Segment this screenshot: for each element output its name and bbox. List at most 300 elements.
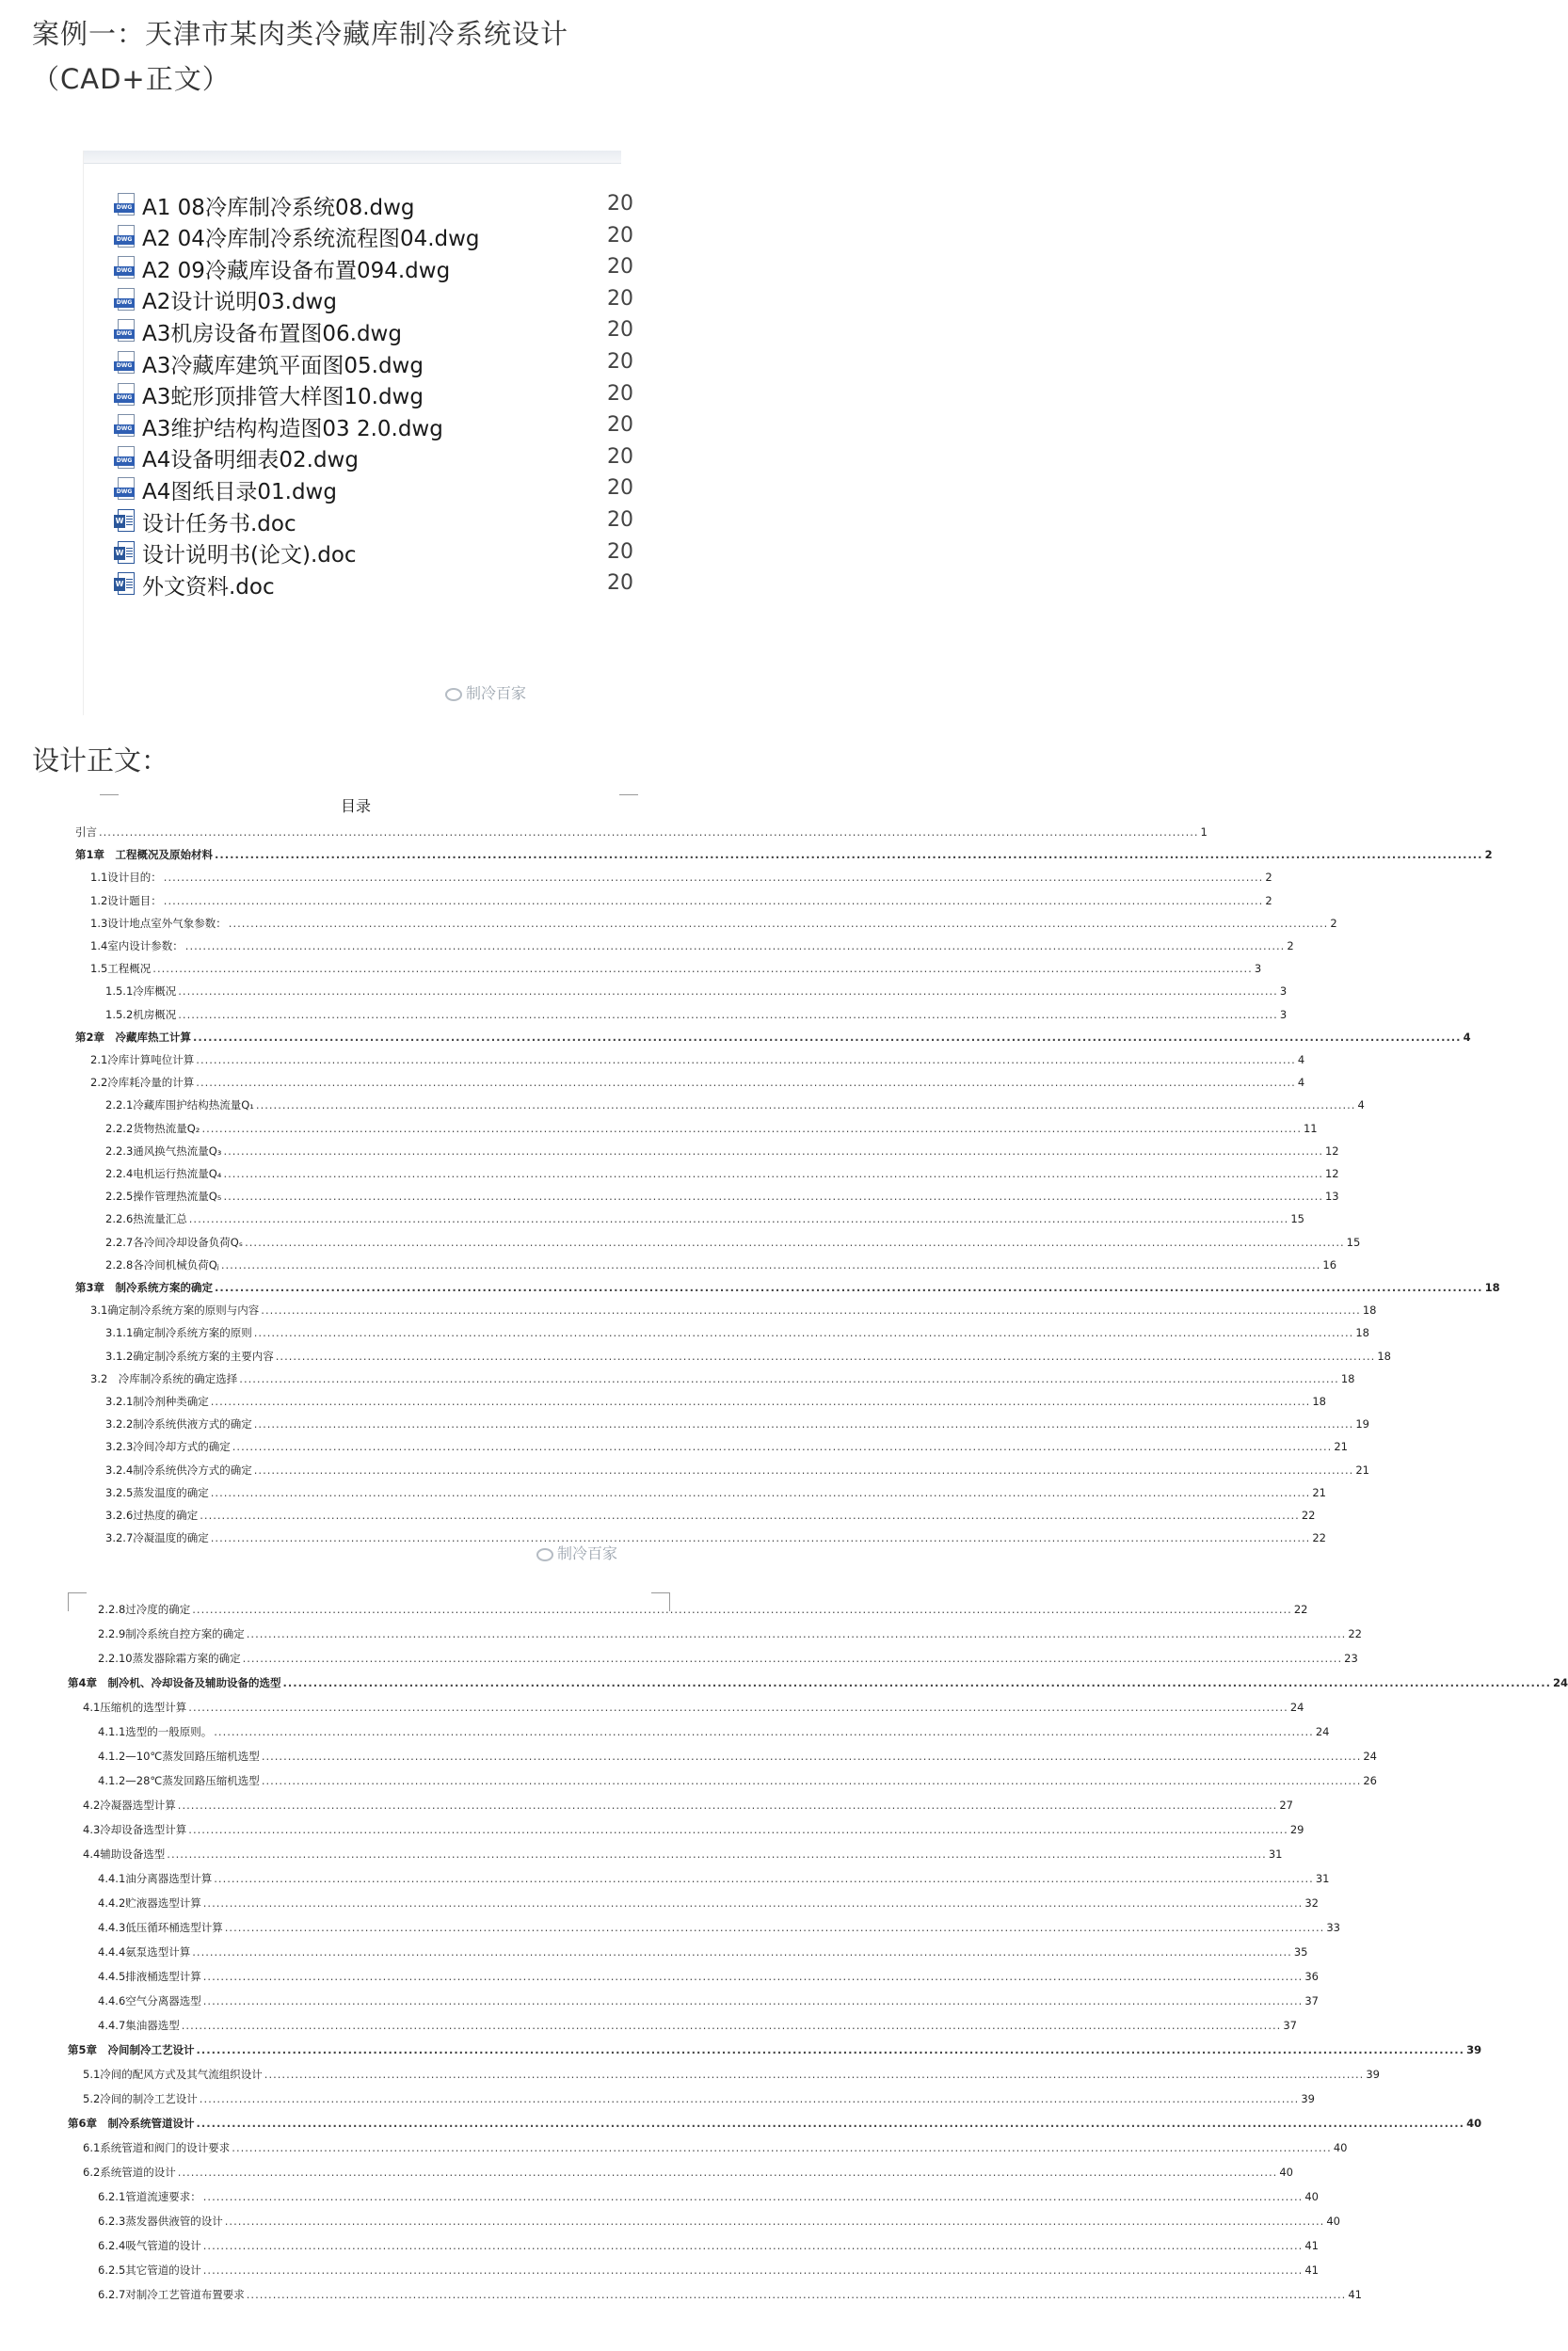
toc-page-number: 40: [1466, 2117, 1482, 2130]
toc-page-1: [68, 787, 1500, 1572]
toc-page-number: 18: [1362, 1303, 1377, 1318]
toc-page-number: 40: [1304, 2190, 1319, 2203]
toc-entry-title: 6.2.7对制冷工艺管道布置要求: [98, 2288, 245, 2301]
toc-entry-title: 2.2.7各冷间冷却设备负荷Qₛ: [105, 1235, 244, 1249]
toc-page-number: 15: [1290, 1212, 1304, 1226]
toc-entry-title: 3.2.4制冷系统供冷方式的确定: [105, 1463, 252, 1477]
dwg-file-icon: DWG: [114, 288, 136, 312]
toc-entry[interactable]: [98, 1749, 1377, 1771]
toc-entry-title: 第1章 工程概况及原始材料: [75, 848, 214, 862]
toc-entry-title: 1.5.2机房概况: [105, 1007, 177, 1021]
toc-leader-dots: [211, 1531, 1311, 1544]
toc-page-number: 3: [1279, 984, 1288, 999]
file-name: 设计说明书(论文).doc: [142, 543, 357, 568]
toc-leader-dots: [178, 1008, 1278, 1021]
file-list-item[interactable]: [114, 283, 633, 317]
toc-entry[interactable]: [98, 1920, 1340, 1943]
file-date: 20: [607, 381, 633, 406]
toc-entry-title: 第4章 制冷机、冷却设备及辅助设备的选型: [68, 1676, 281, 1689]
toc-entry[interactable]: [90, 938, 1294, 961]
toc-page-number: 22: [1312, 1531, 1326, 1545]
toc-entry[interactable]: [98, 1871, 1330, 1894]
toc-leader-dots: [245, 1236, 1345, 1249]
toc-entry-title: 2.2.2货物热流量Q₂: [105, 1121, 200, 1135]
file-list-item[interactable]: [114, 188, 633, 222]
toc-entry[interactable]: [90, 961, 1262, 984]
file-list-item[interactable]: [114, 220, 633, 254]
file-date: 20: [607, 444, 633, 469]
explorer-header: [84, 151, 621, 164]
toc-leader-dots: [178, 2166, 1278, 2179]
toc-entry-title: 3.1确定制冷系统方案的原则与内容: [90, 1303, 260, 1318]
toc-entry[interactable]: [105, 1349, 1391, 1371]
dwg-file-icon: DWG: [114, 351, 136, 376]
file-date: 20: [607, 286, 633, 311]
toc-leader-dots: [192, 1603, 1292, 1616]
dwg-file-icon: DWG: [114, 319, 136, 344]
watermark-icon: [536, 1548, 553, 1561]
toc-entry[interactable]: [90, 1371, 1355, 1394]
toc-entry-title: 1.5.1冷库概况: [105, 984, 177, 999]
toc-entry[interactable]: [105, 1189, 1339, 1211]
toc-entry-title: 第3章 制冷系统方案的确定: [75, 1281, 214, 1294]
toc-page-number: 19: [1355, 1417, 1369, 1431]
toc-entry-title: 6.2系统管道的设计: [83, 2166, 176, 2179]
dwg-file-icon: DWG: [114, 477, 136, 502]
file-date: 20: [607, 476, 633, 501]
file-date: 20: [607, 223, 633, 248]
watermark-icon: [445, 688, 462, 701]
toc-entry[interactable]: [83, 2165, 1293, 2187]
toc-leader-dots: [229, 917, 1329, 930]
file-list-item[interactable]: [114, 346, 633, 380]
toc-entry[interactable]: [105, 1121, 1318, 1144]
toc-leader-dots: [211, 1486, 1311, 1499]
toc-leader-dots: [223, 1190, 1323, 1203]
toc-entry[interactable]: [75, 824, 1208, 847]
toc-entry-title: 4.4.2贮液器选型计算: [98, 1896, 201, 1910]
toc-entry-title: 4.4.4氨泵选型计算: [98, 1945, 191, 1959]
toc-page-number: 13: [1324, 1190, 1339, 1204]
toc-entry[interactable]: [83, 1822, 1304, 1845]
toc-page-number: 22: [1293, 1603, 1308, 1616]
toc-entry-title: 2.2.10蒸发器除霜方案的确定: [98, 1652, 241, 1665]
toc-entry[interactable]: [83, 1798, 1293, 1820]
toc-page-number: 41: [1304, 2263, 1319, 2277]
toc-entry-title: 2.2.3通风换气热流量Q₃: [105, 1144, 222, 1158]
toc-leader-dots: [196, 1076, 1296, 1089]
toc-entry[interactable]: [68, 2042, 1482, 2065]
toc-page-number: 22: [1348, 1627, 1362, 1640]
toc-page-number: 39: [1366, 2068, 1380, 2081]
toc-page-number: 24: [1289, 1701, 1304, 1714]
toc-entry[interactable]: [105, 984, 1288, 1006]
toc-leader-dots: [185, 939, 1286, 952]
toc-entry[interactable]: [90, 1052, 1305, 1075]
toc-page-number: 21: [1334, 1440, 1348, 1454]
toc-entry[interactable]: [68, 2116, 1482, 2138]
file-list-item[interactable]: [114, 441, 633, 475]
toc-entry[interactable]: [98, 2189, 1319, 2212]
toc-entry[interactable]: [105, 1508, 1316, 1530]
toc-leader-dots: [200, 1509, 1300, 1522]
toc-entry-title: 3.1.1确定制冷系统方案的原则: [105, 1326, 252, 1340]
toc-leader-dots: [223, 1167, 1323, 1180]
toc-entry[interactable]: [83, 2067, 1380, 2089]
toc-entry-title: 6.2.1管道流速要求：: [98, 2190, 201, 2203]
toc-entry-title: 1.4室内设计参数：: [90, 939, 184, 952]
toc-page-number: 41: [1304, 2239, 1319, 2252]
toc-page-number: 2: [1287, 939, 1294, 952]
toc-page-number: 24: [1553, 1676, 1568, 1689]
toc-entry-title: 4.4.5排液桶选型计算: [98, 1970, 201, 1983]
dwg-file-icon: DWG: [114, 446, 136, 471]
toc-entry[interactable]: [98, 1993, 1319, 2016]
file-name: A2 09冷藏库设备布置094.dwg: [142, 258, 451, 283]
toc-entry[interactable]: [98, 2238, 1319, 2261]
toc-entry[interactable]: [98, 1773, 1377, 1796]
file-name: A3机房设备布置图06.dwg: [142, 321, 402, 346]
toc-page-number: 4: [1297, 1053, 1305, 1066]
file-date: 20: [607, 508, 633, 532]
toc-entry-title: 5.1冷间的配风方式及其气流组织设计: [83, 2068, 263, 2081]
file-list-item[interactable]: [114, 314, 633, 348]
toc-leader-dots: [254, 1463, 1354, 1477]
toc-entry[interactable]: [98, 1944, 1308, 1967]
toc-leader-dots: [262, 1750, 1362, 1763]
toc-entry-title: 2.2.5操作管理热流量Q₅: [105, 1190, 222, 1204]
toc-leader-dots: [283, 1676, 1552, 1689]
toc-entry-title: 1.5工程概况: [90, 962, 152, 976]
toc-leader-dots: [201, 1122, 1302, 1135]
toc-leader-dots: [203, 1994, 1304, 2007]
toc-page-number: 24: [1363, 1750, 1377, 1763]
toc-entry-title: 4.4.1油分离器选型计算: [98, 1872, 213, 1885]
toc-entry-title: 2.2.8各冷间机械负荷Qⱼ: [105, 1257, 219, 1271]
toc-leader-dots: [99, 825, 1199, 839]
body-section-label: 设计正文：: [32, 744, 169, 776]
toc-page-number: 24: [1315, 1725, 1330, 1738]
toc-page-number: 12: [1324, 1144, 1339, 1158]
dwg-file-icon: DWG: [114, 256, 136, 280]
dwg-file-icon: DWG: [114, 193, 136, 217]
toc-leader-dots: [254, 1417, 1354, 1431]
watermark-toc: 制冷百家: [536, 1542, 617, 1563]
toc-leader-dots: [203, 2239, 1304, 2252]
toc-leader-dots: [203, 1970, 1304, 1983]
toc-entry-title: 第2章 冷藏库热工计算: [75, 1030, 192, 1044]
toc-entry[interactable]: [105, 1325, 1369, 1348]
dwg-file-icon: DWG: [114, 383, 136, 408]
file-date: 20: [607, 539, 633, 564]
file-list-item[interactable]: [114, 536, 633, 570]
toc-entry-title: 5.2冷间的制冷工艺设计: [83, 2092, 198, 2105]
word-doc-icon: W: [114, 509, 136, 534]
file-name: 设计任务书.doc: [142, 511, 296, 536]
file-date: 20: [607, 318, 633, 343]
toc-leader-dots: [254, 1326, 1354, 1339]
toc-entry-title: 4.1.2—28℃蒸发回路压缩机选型: [98, 1774, 260, 1787]
file-date: 20: [607, 571, 633, 596]
toc-entry[interactable]: [98, 1602, 1308, 1624]
toc-leader-dots: [215, 1281, 1483, 1294]
toc-page-number: 21: [1312, 1485, 1326, 1499]
toc-page-number: 26: [1363, 1774, 1377, 1787]
toc-leader-dots: [247, 1627, 1347, 1640]
dwg-file-icon: DWG: [114, 414, 136, 439]
toc-leader-dots: [247, 2288, 1347, 2301]
file-name: A1 08冷库制冷系统08.dwg: [142, 195, 415, 220]
toc-page-number: 40: [1279, 2166, 1293, 2179]
toc-leader-dots: [262, 1774, 1362, 1787]
toc-page-number: 4: [1463, 1030, 1471, 1044]
toc-page-number: 2: [1484, 848, 1493, 862]
toc-entry-title: 4.1.1选型的一般原则。: [98, 1725, 213, 1738]
toc-entry[interactable]: [105, 1211, 1304, 1234]
toc-entry-title: 2.2.1冷藏库围护结构热流量Q₁: [105, 1098, 254, 1112]
file-name: 外文资料.doc: [142, 574, 275, 600]
toc-leader-dots: [164, 894, 1264, 907]
toc-page-number: 18: [1312, 1395, 1326, 1408]
toc-page-number: 37: [1304, 1994, 1319, 2007]
toc-entry[interactable]: [98, 1626, 1362, 1649]
file-list-item[interactable]: [114, 378, 633, 412]
toc-entry[interactable]: [98, 1969, 1319, 1991]
toc-entry[interactable]: [90, 916, 1337, 938]
toc-page-number: 23: [1344, 1652, 1358, 1665]
toc-leader-dots: [178, 1799, 1278, 1812]
toc-entry-title: 4.4辅助设备选型: [83, 1847, 166, 1861]
toc-entry[interactable]: [98, 2287, 1362, 2310]
toc-entry[interactable]: [105, 1007, 1288, 1030]
toc-leader-dots: [167, 1847, 1267, 1861]
toc-entry-title: 3.2 冷库制冷系统的确定选择: [90, 1371, 238, 1385]
watermark-explorer: 制冷百家: [445, 681, 526, 703]
toc-entry-title: 引言: [75, 825, 97, 839]
toc-page-number: 12: [1324, 1167, 1339, 1180]
toc-entry-title: 4.2冷凝器选型计算: [83, 1799, 176, 1812]
toc-entry[interactable]: [75, 1030, 1471, 1052]
toc-entry[interactable]: [98, 2214, 1340, 2236]
toc-leader-dots: [178, 984, 1278, 998]
toc-leader-dots: [203, 2263, 1304, 2277]
toc-page-number: 36: [1304, 1970, 1319, 1983]
toc-entry-title: 4.4.3低压循环桶选型计算: [98, 1921, 223, 1934]
toc-page-number: 35: [1293, 1945, 1308, 1959]
toc-leader-dots: [223, 1144, 1323, 1158]
word-doc-icon: W: [114, 572, 136, 597]
toc-entry[interactable]: [83, 2091, 1315, 2114]
toc-page-2: [68, 1585, 1568, 2347]
toc-entry-title: 2.2.9制冷系统自控方案的确定: [98, 1627, 245, 1640]
toc-leader-dots: [193, 1031, 1462, 1044]
toc-entry-title: 2.1冷库计算吨位计算: [90, 1053, 195, 1066]
toc-entry[interactable]: [105, 1257, 1337, 1280]
file-name: A3冷藏库建筑平面图05.dwg: [142, 353, 424, 378]
toc-entry-title: 3.2.6过热度的确定: [105, 1509, 199, 1522]
toc-entry[interactable]: [105, 1394, 1326, 1416]
toc-entry-title: 6.2.5其它管道的设计: [98, 2263, 201, 2277]
toc-entry-title: 3.2.1制冷剂种类确定: [105, 1395, 209, 1408]
toc-leader-dots: [164, 871, 1264, 884]
file-date: 20: [607, 350, 633, 374]
toc-entry-title: 3.2.2制冷系统供液方式的确定: [105, 1417, 252, 1431]
toc-leader-dots: [256, 1098, 1356, 1112]
toc-entry-title: 4.4.7集油器选型: [98, 2019, 180, 2032]
toc-page-number: 2: [1265, 871, 1272, 885]
toc-page-number: 39: [1466, 2043, 1482, 2056]
toc-leader-dots: [221, 1258, 1321, 1271]
toc-page-number: 21: [1355, 1463, 1369, 1477]
toc-page-number: 18: [1377, 1349, 1391, 1363]
toc-entry-title: 4.3冷却设备选型计算: [83, 1823, 187, 1836]
toc-entry[interactable]: [90, 1075, 1305, 1097]
toc-entry-title: 3.2.3冷间冷却方式的确定: [105, 1440, 231, 1454]
toc-leader-dots: [215, 848, 1483, 861]
toc-leader-dots: [261, 1303, 1361, 1317]
toc-entry-title: 6.1系统管道和阀门的设计要求: [83, 2141, 231, 2154]
file-list-item[interactable]: [114, 409, 633, 443]
toc-entry-title: 2.2.8过冷度的确定: [98, 1603, 191, 1616]
toc-page-number: 41: [1348, 2288, 1362, 2301]
file-list-item[interactable]: [114, 568, 633, 601]
toc-page-number: 16: [1322, 1257, 1337, 1271]
toc-leader-dots: [182, 2019, 1282, 2032]
file-name: A4设备明细表02.dwg: [142, 448, 359, 473]
toc-entry[interactable]: [83, 1847, 1283, 1869]
file-list-item[interactable]: [114, 504, 633, 538]
toc-page-number: 40: [1326, 2215, 1340, 2228]
toc-leader-dots: [192, 1945, 1292, 1959]
toc-page-number: 31: [1268, 1847, 1283, 1861]
toc-entry[interactable]: [105, 1463, 1369, 1485]
toc-entry[interactable]: [90, 1303, 1377, 1325]
file-name: A3维护结构构造图03 2.0.dwg: [142, 416, 443, 441]
toc-leader-dots: [189, 1212, 1289, 1225]
toc-entry-title: 1.1设计目的：: [90, 871, 162, 885]
toc-entry[interactable]: [90, 870, 1272, 892]
toc-entry[interactable]: [105, 1166, 1339, 1189]
toc-page-number: 40: [1333, 2141, 1348, 2154]
toc-entry-title: 4.1.2—10℃蒸发回路压缩机选型: [98, 1750, 260, 1763]
toc-page-number: 18: [1484, 1281, 1500, 1294]
toc-leader-dots: [200, 2092, 1300, 2105]
toc-entry[interactable]: [83, 1700, 1304, 1722]
toc-leader-dots: [203, 1896, 1304, 1910]
toc-leader-dots: [232, 2141, 1332, 2154]
toc-entry-title: 3.2.5蒸发温度的确定: [105, 1485, 209, 1499]
toc-entry-title: 3.1.2确定制冷系统方案的主要内容: [105, 1349, 274, 1363]
toc-leader-dots: [239, 1372, 1339, 1385]
toc-page-number: 3: [1279, 1007, 1288, 1021]
toc-entry-title: 4.1压缩机的选型计算: [83, 1701, 187, 1714]
toc-page-number: 22: [1301, 1509, 1316, 1522]
toc-entry[interactable]: [90, 893, 1272, 916]
toc-page-number: 4: [1297, 1076, 1305, 1090]
toc-page-number: 27: [1279, 1799, 1293, 1812]
toc-leader-dots: [188, 1823, 1288, 1836]
file-name: A4图纸目录01.dwg: [142, 479, 337, 504]
toc-page-number: 39: [1301, 2092, 1315, 2105]
toc-page-number: 33: [1326, 1921, 1340, 1934]
toc-entry-title: 6.2.3蒸发器供液管的设计: [98, 2215, 223, 2228]
file-list-item[interactable]: [114, 251, 633, 285]
toc-page-number: 2: [1330, 916, 1337, 930]
toc-entry-title: 6.2.4吸气管道的设计: [98, 2239, 201, 2252]
toc-entry-title: 第5章 冷间制冷工艺设计: [68, 2043, 195, 2056]
toc-page-number: 15: [1346, 1235, 1361, 1249]
toc-leader-dots: [214, 1872, 1314, 1885]
toc-entry-title: 3.2.7冷凝温度的确定: [105, 1531, 209, 1545]
word-doc-icon: W: [114, 541, 136, 566]
toc-leader-dots: [203, 2190, 1304, 2203]
toc-entry[interactable]: [98, 1895, 1319, 1918]
toc-leader-dots: [276, 1350, 1376, 1363]
file-name: A2设计说明03.dwg: [142, 290, 337, 315]
toc-leader-dots: [197, 2043, 1465, 2056]
toc-leader-dots: [264, 2068, 1365, 2081]
toc-entry[interactable]: [105, 1439, 1348, 1462]
toc-entry[interactable]: [75, 1280, 1500, 1303]
toc-leader-dots: [243, 1652, 1343, 1665]
toc-entry[interactable]: [105, 1144, 1339, 1166]
file-name: A3蛇形顶排管大样图10.dwg: [142, 385, 424, 410]
toc-leader-dots: [225, 2215, 1325, 2228]
toc-page-number: 18: [1340, 1371, 1355, 1385]
toc-entry[interactable]: [98, 1724, 1330, 1747]
file-list-item[interactable]: [114, 472, 633, 506]
toc-page-number: 37: [1283, 2019, 1297, 2032]
toc-entry[interactable]: [98, 2018, 1297, 2040]
toc-leader-dots: [197, 2117, 1465, 2130]
toc-entry[interactable]: [98, 2263, 1319, 2285]
toc-entry[interactable]: [68, 1675, 1568, 1698]
file-name: A2 04冷库制冷系统流程图04.dwg: [142, 227, 480, 252]
toc-page-number: 3: [1254, 962, 1262, 976]
toc-title: 目录: [341, 797, 372, 815]
toc-entry[interactable]: [105, 1235, 1361, 1257]
toc-entry-title: 1.3设计地点室外气象参数：: [90, 916, 227, 930]
dwg-file-icon: DWG: [114, 225, 136, 249]
toc-leader-dots: [152, 962, 1253, 975]
toc-entry[interactable]: [83, 2140, 1348, 2163]
toc-page-number: 18: [1355, 1326, 1369, 1340]
file-date: 20: [607, 192, 633, 216]
toc-leader-dots: [188, 1701, 1288, 1714]
toc-entry[interactable]: [75, 847, 1493, 870]
toc-page-number: 32: [1304, 1896, 1319, 1910]
file-date: 20: [607, 413, 633, 438]
article-title: 案例一：天津市某肉类冷藏库制冷系统设计（CAD+正文）: [32, 18, 569, 95]
toc-leader-dots: [214, 1725, 1314, 1738]
toc-leader-dots: [211, 1395, 1311, 1408]
toc-entry[interactable]: [98, 1651, 1358, 1673]
toc-entry[interactable]: [105, 1416, 1369, 1439]
toc-page-number: 11: [1303, 1121, 1318, 1135]
toc-entry-title: 2.2.6热流量汇总: [105, 1212, 187, 1226]
toc-page-number: 29: [1289, 1823, 1304, 1836]
toc-entry-title: 2.2冷库耗冷量的计算: [90, 1076, 195, 1090]
toc-entry[interactable]: [105, 1485, 1326, 1508]
file-explorer-screenshot: [83, 151, 633, 715]
toc-page-number: 1: [1200, 825, 1208, 839]
toc-entry-title: 4.4.6空气分离器选型: [98, 1994, 201, 2007]
toc-entry-title: 1.2设计题目：: [90, 893, 162, 907]
toc-leader-dots: [232, 1440, 1333, 1453]
toc-entry-title: 2.2.4电机运行热流量Q₄: [105, 1167, 222, 1180]
file-date: 20: [607, 255, 633, 280]
toc-entry[interactable]: [105, 1097, 1365, 1120]
